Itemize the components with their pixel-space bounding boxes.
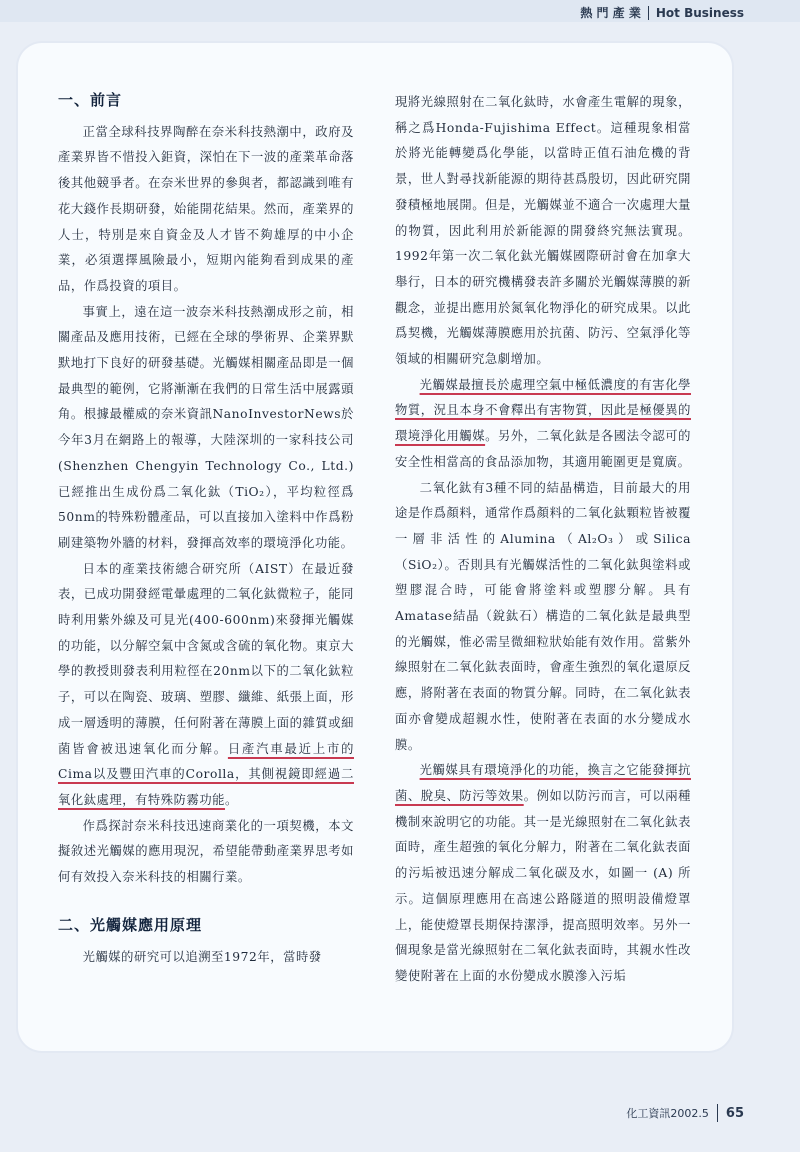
paragraph (395, 373, 691, 476)
paragraph-text: 。例如以防污而言，可以兩種機制來說明它的功能。其一是光線照射在二氧化鈦表面時，產生超強的氧化分解力，附著在二氧化鈦表面的污垢被迅速分解成二氧化碳及水，如圖一 (A) 所示。這個原理應用在高速公路隧道的照明設備燈罩上，能使燈罩長期保持潔淨，提高照明效率。另外一個現象是當光線照射在二氧化鈦表面時，其親水性改變使附著在上面的水份變成水膜滲入污垢 (395, 788, 691, 983)
paragraph: 光觸媒的研究可以追溯至1972年，當時發 (82, 949, 322, 964)
paragraph-text: 。 (225, 792, 238, 807)
header-section-en: Hot Business (655, 5, 744, 20)
journal-issue: 化工資訊2002.5 (626, 1107, 709, 1120)
paragraph-text: 。另外，二氧化鈦是各國法令認可的安全性相當高的食品添加物，其適用範圍更是寬廣。 (395, 429, 691, 469)
running-footer (626, 1104, 744, 1122)
header-section-zh: 熱 門 產 業 (580, 6, 641, 20)
paragraph: 二氧化鈦有3種不同的結晶構造，目前最大的用途是作爲顏料，通常作爲顏料的二氧化鈦顆粒皆被覆一層非活性的Alumina（Al₂O₃）或Silica（SiO₂）。否則具有光觸媒活性的二氧化鈦與塗料或塑膠混合時，可能會將塗料或塑膠分解。具有Amatase結晶（銳鈦石）構造的二氧化鈦是最典型的光觸媒，惟必需呈微細粒狀始能有效作用。當紫外線照射在二氧化鈦表面時，會產生強烈的氧化還原反應，將附著在表面的物質分解。同時，在二氧化鈦表面亦會變成超親水性，使附著在表面的水分變成水膜。 (395, 480, 691, 752)
header-divider (648, 6, 649, 20)
underlined-text: 日產汽車最近上市的Cima以及豐田汽車的Corolla，其側視鏡即經過二氧化鈦處理，有特殊防霧功能 (58, 741, 354, 807)
left-column (58, 88, 354, 970)
paragraph: 事實上，遠在這一波奈米科技熱潮成形之前，相關產品及應用技術，已經在全球的學術界、企業界默默地打下良好的研發基礎。光觸媒相關產品即是一個最典型的範例，它將漸漸在我們的日常生活中展露頭角。根據最權威的奈米資訊NanoInvestorNews於今年3月在網路上的報導，大陸深圳的一家科技公司(Shenzhen Chengyin Technology Co., Ltd.)已經推出生成份爲二氧化鈦（TiO₂），平均粒徑爲50nm的特殊粉體產品，可以直接加入塗料中作爲粉刷建築物外牆的材料，發揮高效率的環境淨化功能。 (58, 304, 354, 550)
paragraph: 作爲探討奈米科技迅速商業化的一項契機，本文擬敘述光觸媒的應用現況，希望能帶動產業界思考如何有效投入奈米科技的相關行業。 (58, 818, 354, 885)
page-number: 65 (725, 1105, 744, 1121)
right-column (395, 90, 691, 990)
section-title-intro: 一、前言 (58, 91, 123, 109)
paragraph: 正當全球科技界陶醉在奈米科技熱潮中，政府及產業界皆不惜投入鉅資，深怕在下一波的產業革命落後其他競爭者。在奈米世界的參與者，都認識到唯有花大錢作長期研發，始能開花結果。然而，產業界的人士，特別是來自資金及人才皆不夠雄厚的中小企業，必須選擇風險最小，短期內能夠看到成果的產品，作爲投資的項目。 (58, 124, 354, 293)
paragraph: 現將光線照射在二氧化鈦時，水會產生電解的現象，稱之爲Honda-Fujishima Effect。這種現象相當於將光能轉變爲化學能，以當時正值石油危機的背景，世人對尋找新能源的期待甚爲殷切，因此研究開發積極地展開。但是，光觸媒並不適合一次處理大量的物質，因此利用於新能源的開發終究無法實現。1992年第一次二氧化鈦光觸媒國際研討會在加拿大舉行，日本的研究機構發表許多關於光觸媒薄膜的新觀念，並提出應用於氮氧化物淨化的研究成果。以此爲契機，光觸媒薄膜應用於抗菌、防污、空氣淨化等領域的相關研究急劇增加。 (395, 95, 691, 367)
section-title-principle: 二、光觸媒應用原理 (58, 915, 203, 934)
paragraph (58, 557, 354, 814)
footer-divider (717, 1104, 718, 1122)
underlined-text: 光觸媒具有環境淨化的功能，換言之它能發揮抗菌、脫臭、防污等效果 (395, 763, 691, 803)
paragraph-text: 日本的產業技術總合研究所（AIST）在最近發表，已成功開發經電暈處理的二氧化鈦微粒子，能同時利用紫外線及可見光(400-600nm)來發揮光觸媒的功能，以分解空氣中含氮或含硫的氧化物。東京大學的教授則發表利用粒徑在20nm以下的二氧化鈦粒子，可以在陶瓷、玻璃、塑膠、纖維、紙張上面，形成一層透明的薄膜，任何附著在薄膜上面的雜質或細菌皆會被迅速氧化而分解。 (58, 561, 354, 756)
underlined-text: 光觸媒最擅長於處理空氣中極低濃度的有害化學物質，況且本身不會釋出有害物質，因此是極優異的環境淨化用觸媒 (395, 377, 691, 444)
running-header (580, 4, 744, 21)
paragraph (395, 758, 691, 989)
